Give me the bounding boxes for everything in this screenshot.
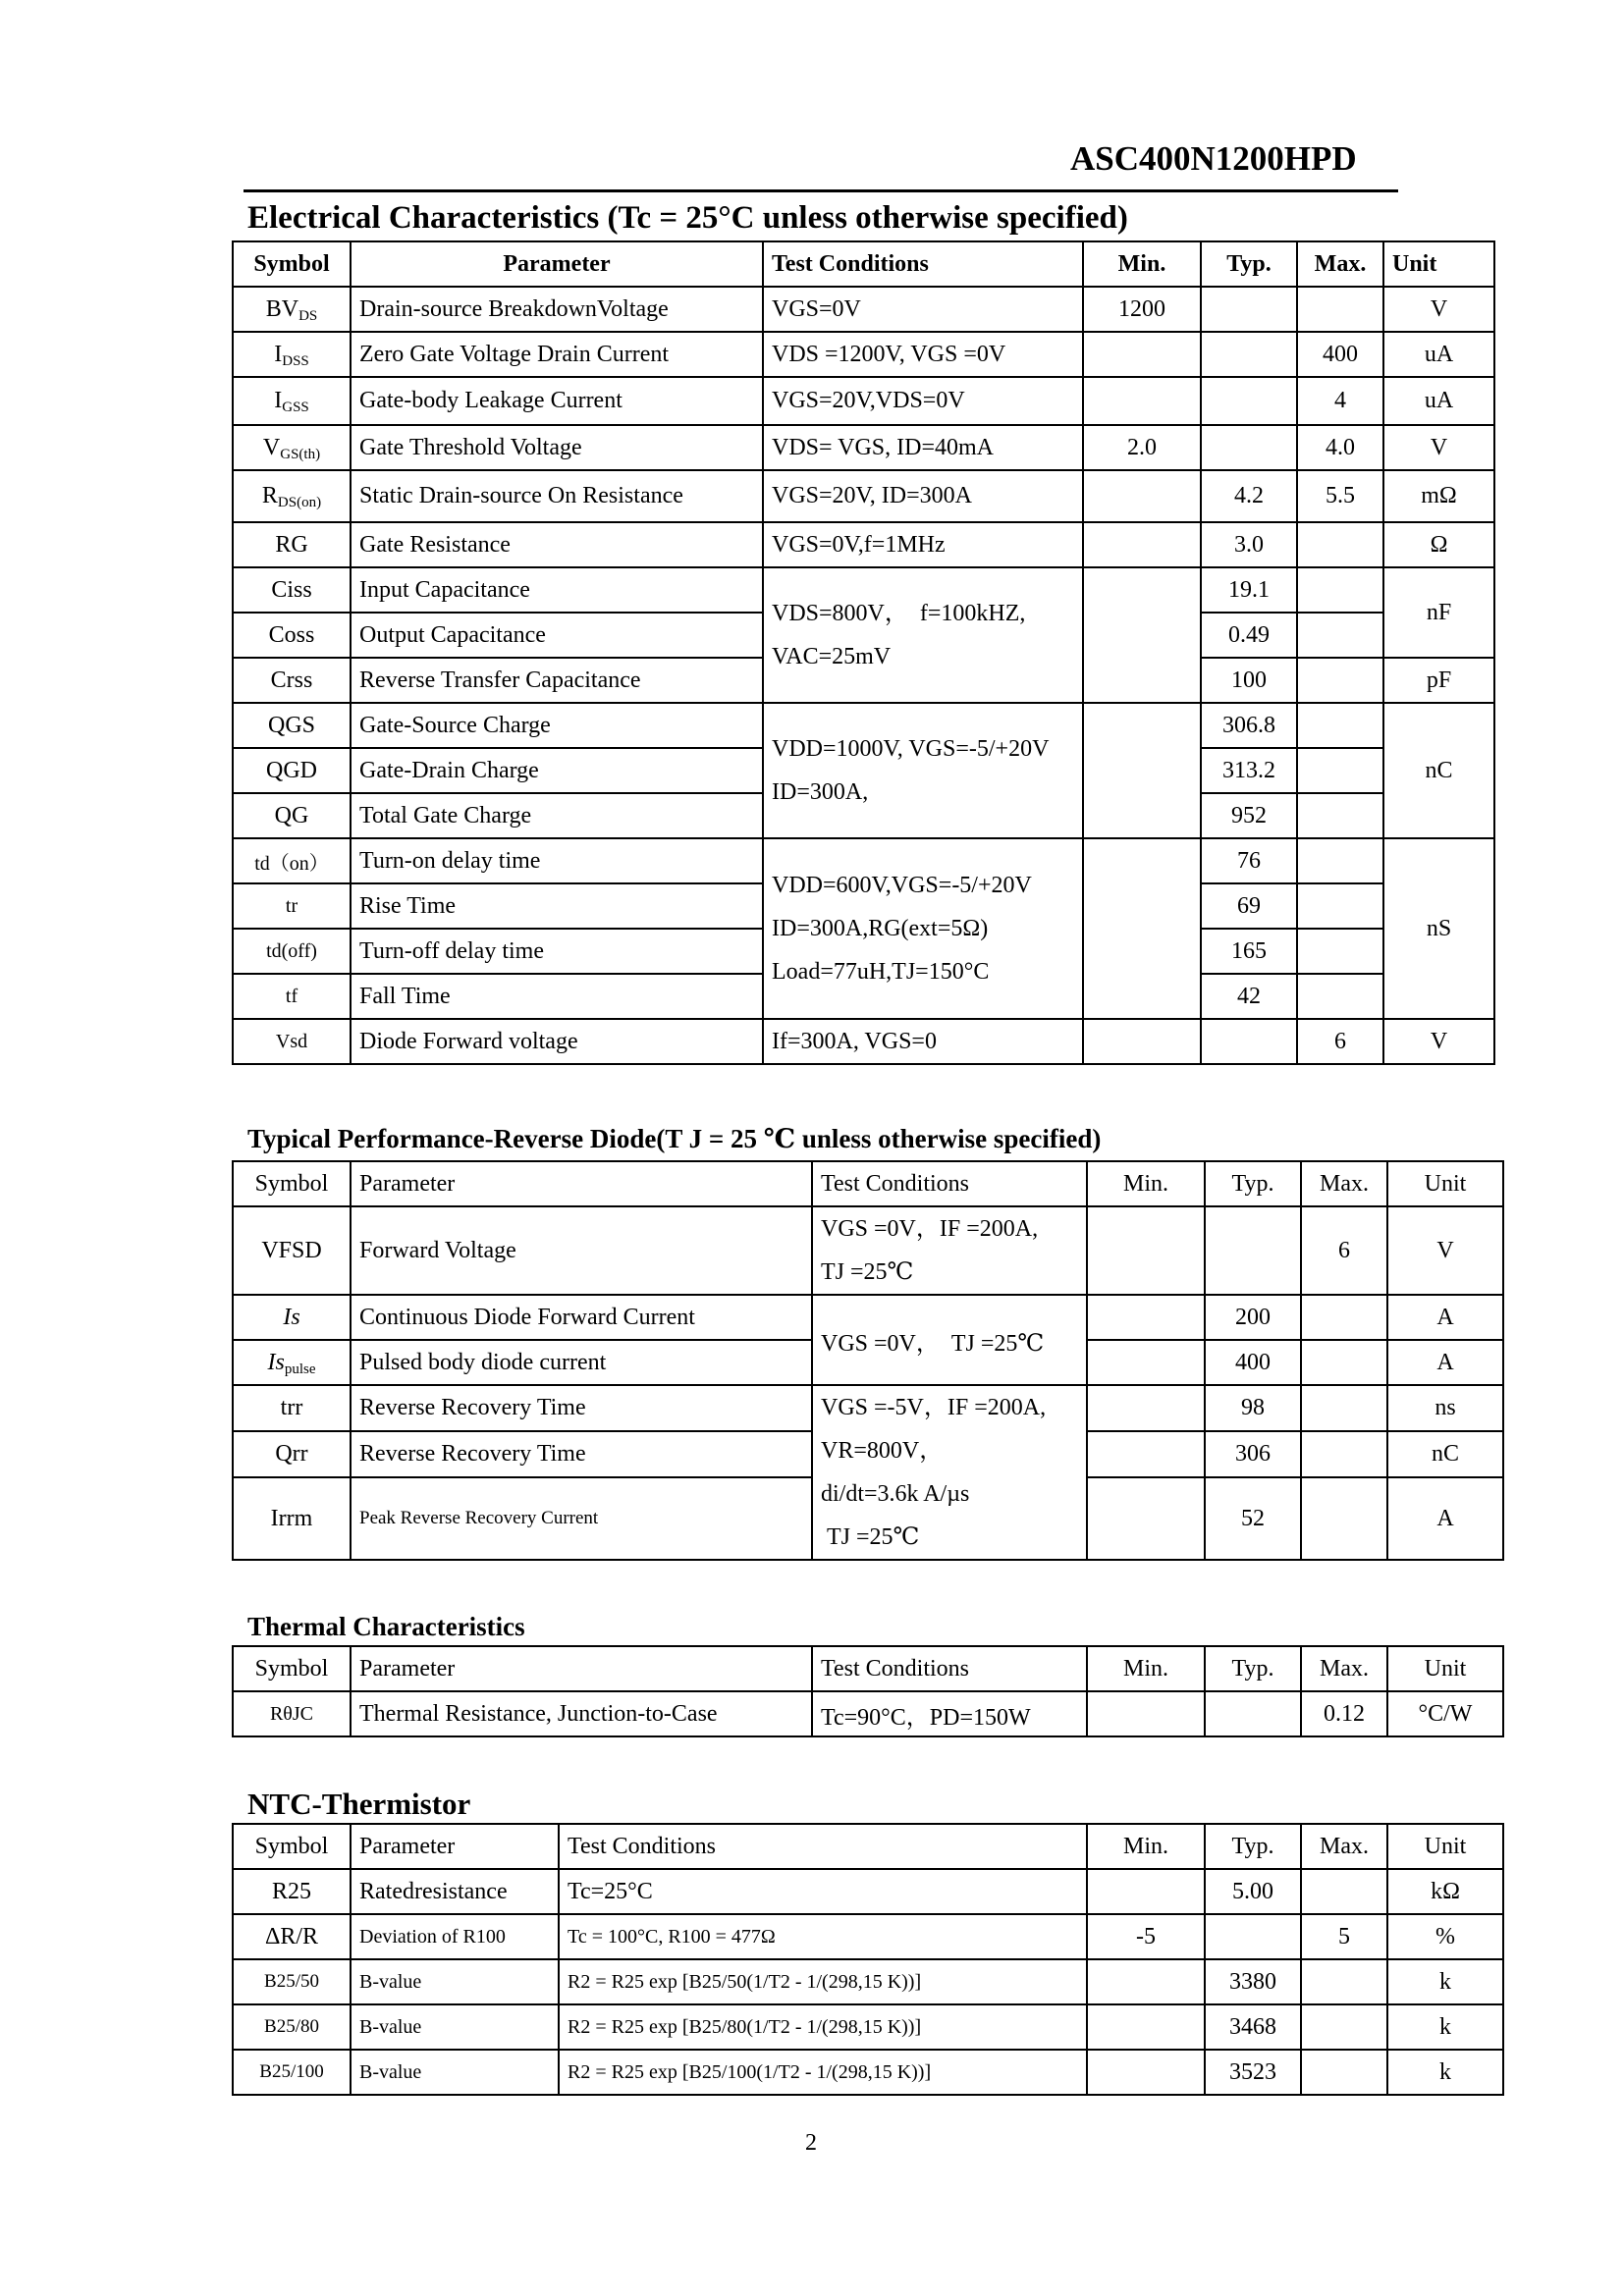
symbol-cell: Crss xyxy=(233,658,351,703)
parameter-cell: Zero Gate Voltage Drain Current xyxy=(351,332,763,377)
typ-cell: 165 xyxy=(1201,929,1297,974)
header-cell: Min. xyxy=(1083,241,1201,287)
thermal-table xyxy=(232,1645,1504,1737)
table-row xyxy=(233,1206,1503,1295)
header-cell: Unit xyxy=(1383,241,1494,287)
typ-cell xyxy=(1201,377,1297,425)
min-cell xyxy=(1087,1477,1205,1560)
unit-cell: nF xyxy=(1383,567,1494,658)
max-cell xyxy=(1297,883,1383,929)
typ-cell: 952 xyxy=(1201,793,1297,838)
symbol-cell: B25/100 xyxy=(233,2050,351,2095)
max-cell xyxy=(1301,1385,1387,1431)
unit-cell: ns xyxy=(1387,1385,1503,1431)
unit-cell: k xyxy=(1387,2050,1503,2095)
header-cell: Min. xyxy=(1087,1161,1205,1206)
max-cell: 400 xyxy=(1297,332,1383,377)
table-row xyxy=(233,522,1494,567)
condition-cell: Tc=90°C，PD=150W xyxy=(812,1691,1087,1736)
parameter-cell: Deviation of R100 xyxy=(351,1914,559,1959)
parameter-cell: Diode Forward voltage xyxy=(351,1019,763,1064)
unit-cell: V xyxy=(1383,287,1494,332)
part-number: ASC400N1200HPD xyxy=(1070,139,1357,178)
header-cell: Min. xyxy=(1087,1824,1205,1869)
typ-cell: 100 xyxy=(1201,658,1297,703)
parameter-cell: Thermal Resistance, Junction-to-Case xyxy=(351,1691,812,1736)
max-cell: 5.5 xyxy=(1297,470,1383,522)
parameter-cell: Drain-source BreakdownVoltage xyxy=(351,287,763,332)
min-cell xyxy=(1083,377,1201,425)
max-cell xyxy=(1297,658,1383,703)
symbol-cell: VFSD xyxy=(233,1206,351,1295)
unit-cell: °C/W xyxy=(1387,1691,1503,1736)
unit-cell: A xyxy=(1387,1340,1503,1385)
table-header-row xyxy=(233,1161,1503,1206)
typ-cell: 3380 xyxy=(1205,1959,1301,2004)
header-cell: Max. xyxy=(1301,1824,1387,1869)
max-cell xyxy=(1301,2050,1387,2095)
table-row xyxy=(233,332,1494,377)
condition-cell: VGS=0V xyxy=(763,287,1083,332)
symbol-cell: B25/50 xyxy=(233,1959,351,2004)
symbol-cell: R25 xyxy=(233,1869,351,1914)
typ-cell xyxy=(1201,1019,1297,1064)
header-cell: Max. xyxy=(1301,1646,1387,1691)
unit-cell: nS xyxy=(1383,838,1494,1019)
table-row xyxy=(233,838,1494,883)
header-cell: Unit xyxy=(1387,1824,1503,1869)
symbol-cell: RθJC xyxy=(233,1691,351,1736)
symbol-cell: Qrr xyxy=(233,1431,351,1477)
parameter-cell: Reverse Recovery Time xyxy=(351,1385,812,1431)
parameter-cell: Turn-on delay time xyxy=(351,838,763,883)
typ-cell: 52 xyxy=(1205,1477,1301,1560)
table-row xyxy=(233,1691,1503,1736)
condition-cell: VGS=20V, ID=300A xyxy=(763,470,1083,522)
table-row xyxy=(233,1385,1503,1431)
max-cell xyxy=(1297,613,1383,658)
unit-cell: k xyxy=(1387,1959,1503,2004)
parameter-cell: Continuous Diode Forward Current xyxy=(351,1295,812,1340)
min-cell xyxy=(1087,1959,1205,2004)
typ-cell xyxy=(1201,332,1297,377)
diode-title: Typical Performance-Reverse Diode(T J = 25 ℃ unless otherwise specified) xyxy=(247,1124,1102,1153)
parameter-cell: Rise Time xyxy=(351,883,763,929)
electrical-table xyxy=(232,240,1495,1065)
parameter-cell: Total Gate Charge xyxy=(351,793,763,838)
symbol-cell: $I_{DSS}$ xyxy=(233,332,351,377)
min-cell xyxy=(1087,1206,1205,1295)
ntc-title: NTC-Thermistor xyxy=(247,1787,471,1821)
header-cell: Parameter xyxy=(351,1646,812,1691)
min-cell xyxy=(1087,1691,1205,1736)
symbol-cell: ΔR/R xyxy=(233,1914,351,1959)
unit-cell: kΩ xyxy=(1387,1869,1503,1914)
typ-cell xyxy=(1201,425,1297,470)
typ-cell: 0.49 xyxy=(1201,613,1297,658)
max-cell xyxy=(1301,2004,1387,2050)
header-cell: Symbol xyxy=(233,1646,351,1691)
condition-cell: R2 = R25 exp [B25/80(1/T2 - 1/(298,15 K))] xyxy=(559,2004,1087,2050)
symbol-cell: $BV_{DS}$ xyxy=(233,287,351,332)
max-cell: 4.0 xyxy=(1297,425,1383,470)
table-row xyxy=(233,470,1494,522)
unit-cell: mΩ xyxy=(1383,470,1494,522)
typ-cell: 3523 xyxy=(1205,2050,1301,2095)
symbol-cell: tf xyxy=(233,974,351,1019)
symbol-cell: td(off) xyxy=(233,929,351,974)
min-cell xyxy=(1083,567,1201,703)
unit-cell: % xyxy=(1387,1914,1503,1959)
typ-cell: 306.8 xyxy=(1201,703,1297,748)
condition-cell: VDS =1200V, VGS =0V xyxy=(763,332,1083,377)
parameter-cell: Reverse Transfer Capacitance xyxy=(351,658,763,703)
parameter-cell: Ratedresistance xyxy=(351,1869,559,1914)
header-cell: Max. xyxy=(1301,1161,1387,1206)
symbol-cell: B25/80 xyxy=(233,2004,351,2050)
typ-cell: 76 xyxy=(1201,838,1297,883)
unit-cell: uA xyxy=(1383,332,1494,377)
header-cell: Typ. xyxy=(1201,241,1297,287)
min-cell xyxy=(1087,1340,1205,1385)
min-cell xyxy=(1087,2004,1205,2050)
table-row xyxy=(233,1295,1503,1340)
header-cell: Min. xyxy=(1087,1646,1205,1691)
symbol-cell: QG xyxy=(233,793,351,838)
table-header-row xyxy=(233,241,1494,287)
typ-cell xyxy=(1205,1914,1301,1959)
parameter-cell: Turn-off delay time xyxy=(351,929,763,974)
typ-cell: 3468 xyxy=(1205,2004,1301,2050)
max-cell xyxy=(1297,974,1383,1019)
parameter-cell: B-value xyxy=(351,1959,559,2004)
min-cell: 2.0 xyxy=(1083,425,1201,470)
condition-cell: VGS =0V， TJ =25℃ xyxy=(812,1295,1087,1385)
min-cell xyxy=(1087,1385,1205,1431)
table-header-row xyxy=(233,1646,1503,1691)
parameter-cell: Input Capacitance xyxy=(351,567,763,613)
typ-cell: 19.1 xyxy=(1201,567,1297,613)
symbol-cell: QGD xyxy=(233,748,351,793)
table-row xyxy=(233,567,1494,613)
unit-cell: V xyxy=(1383,425,1494,470)
diode-table xyxy=(232,1160,1504,1561)
parameter-cell: B-value xyxy=(351,2050,559,2095)
condition-cell: VGS=20V,VDS=0V xyxy=(763,377,1083,425)
header-cell: Typ. xyxy=(1205,1824,1301,1869)
symbol-cell: Coss xyxy=(233,613,351,658)
header-cell: Max. xyxy=(1297,241,1383,287)
parameter-cell: Gate-Source Charge xyxy=(351,703,763,748)
typ-cell: 400 xyxy=(1205,1340,1301,1385)
min-cell xyxy=(1083,332,1201,377)
symbol-cell: $I_{GSS}$ xyxy=(233,377,351,425)
symbol-cell: QGS xyxy=(233,703,351,748)
parameter-cell: Reverse Recovery Time xyxy=(351,1431,812,1477)
condition-cell: R2 = R25 exp [B25/50(1/T2 - 1/(298,15 K))] xyxy=(559,1959,1087,2004)
symbol-cell: Vsd xyxy=(233,1019,351,1064)
symbol-cell: trr xyxy=(233,1385,351,1431)
table-row xyxy=(233,2050,1503,2095)
symbol-cell: $R_{DS(on)}$ xyxy=(233,470,351,522)
symbol-cell: Is xyxy=(233,1295,351,1340)
min-cell xyxy=(1083,522,1201,567)
parameter-cell: Gate-body Leakage Current xyxy=(351,377,763,425)
typ-cell xyxy=(1205,1691,1301,1736)
table-row xyxy=(233,703,1494,748)
parameter-cell: Fall Time xyxy=(351,974,763,1019)
typ-cell: 98 xyxy=(1205,1385,1301,1431)
min-cell xyxy=(1083,470,1201,522)
max-cell xyxy=(1297,522,1383,567)
electrical-title: Electrical Characteristics (Tc = 25°C unless otherwise specified) xyxy=(247,200,1128,236)
typ-cell: 313.2 xyxy=(1201,748,1297,793)
symbol-cell: tr xyxy=(233,883,351,929)
max-cell: 6 xyxy=(1297,1019,1383,1064)
parameter-cell: Peak Reverse Recovery Current xyxy=(351,1477,812,1560)
typ-cell: 3.0 xyxy=(1201,522,1297,567)
condition-cell: R2 = R25 exp [B25/100(1/T2 - 1/(298,15 K))] xyxy=(559,2050,1087,2095)
parameter-cell: Output Capacitance xyxy=(351,613,763,658)
symbol-cell: Ciss xyxy=(233,567,351,613)
max-cell xyxy=(1301,1959,1387,2004)
symbol-cell: RG xyxy=(233,522,351,567)
symbol-cell: $V_{GS(th)}$ xyxy=(233,425,351,470)
header-cell: Test Conditions xyxy=(812,1646,1087,1691)
condition-cell-capacitance: VDS=800V， f=100kHZ, VAC=25mV xyxy=(763,567,1083,703)
max-cell xyxy=(1297,838,1383,883)
parameter-cell: Pulsed body diode current xyxy=(351,1340,812,1385)
unit-cell: V xyxy=(1383,1019,1494,1064)
condition-cell: If=300A, VGS=0 xyxy=(763,1019,1083,1064)
header-rule xyxy=(244,189,1398,192)
max-cell xyxy=(1301,1295,1387,1340)
header-cell: Test Conditions xyxy=(763,241,1083,287)
header-cell: Symbol xyxy=(233,1161,351,1206)
max-cell xyxy=(1297,287,1383,332)
header-cell: Typ. xyxy=(1205,1161,1301,1206)
min-cell: -5 xyxy=(1087,1914,1205,1959)
unit-cell: pF xyxy=(1383,658,1494,703)
table-header-row xyxy=(233,1824,1503,1869)
unit-cell: uA xyxy=(1383,377,1494,425)
typ-cell: 4.2 xyxy=(1201,470,1297,522)
parameter-cell: Gate Threshold Voltage xyxy=(351,425,763,470)
condition-cell: Tc = 100°C, R100 = 477Ω xyxy=(559,1914,1087,1959)
typ-cell: 200 xyxy=(1205,1295,1301,1340)
max-cell: 6 xyxy=(1301,1206,1387,1295)
unit-cell: Ω xyxy=(1383,522,1494,567)
table-row xyxy=(233,1869,1503,1914)
min-cell xyxy=(1083,838,1201,1019)
max-cell xyxy=(1297,793,1383,838)
header-cell: Test Conditions xyxy=(812,1161,1087,1206)
max-cell: 0.12 xyxy=(1301,1691,1387,1736)
max-cell xyxy=(1297,748,1383,793)
table-row xyxy=(233,1914,1503,1959)
unit-cell: A xyxy=(1387,1477,1503,1560)
thermal-title: Thermal Characteristics xyxy=(247,1612,525,1641)
parameter-cell: B-value xyxy=(351,2004,559,2050)
header-cell: Parameter xyxy=(351,1161,812,1206)
header-cell: Parameter xyxy=(351,241,763,287)
typ-cell: 42 xyxy=(1201,974,1297,1019)
condition-cell: Tc=25°C xyxy=(559,1869,1087,1914)
parameter-cell: Forward Voltage xyxy=(351,1206,812,1295)
condition-cell-gate-charge: VDD=1000V, VGS=-5/+20V ID=300A, xyxy=(763,703,1083,838)
table-row xyxy=(233,1019,1494,1064)
min-cell xyxy=(1083,703,1201,838)
parameter-cell: Gate Resistance xyxy=(351,522,763,567)
unit-cell: k xyxy=(1387,2004,1503,2050)
typ-cell: 69 xyxy=(1201,883,1297,929)
header-cell: Test Conditions xyxy=(559,1824,1087,1869)
header-cell: Parameter xyxy=(351,1824,559,1869)
header-cell: Symbol xyxy=(233,241,351,287)
condition-cell-switching: VDD=600V,VGS=-5/+20V ID=300A,RG(ext=5Ω) Load=77uH,TJ=150°C xyxy=(763,838,1083,1019)
min-cell xyxy=(1087,1869,1205,1914)
symbol-cell: td（on） xyxy=(233,838,351,883)
header-cell: Symbol xyxy=(233,1824,351,1869)
min-cell xyxy=(1087,2050,1205,2095)
max-cell xyxy=(1297,567,1383,613)
min-cell xyxy=(1087,1431,1205,1477)
parameter-cell: Gate-Drain Charge xyxy=(351,748,763,793)
max-cell: 5 xyxy=(1301,1914,1387,1959)
max-cell xyxy=(1301,1431,1387,1477)
table-row xyxy=(233,425,1494,470)
header-cell: Unit xyxy=(1387,1161,1503,1206)
condition-cell: VDS= VGS, ID=40mA xyxy=(763,425,1083,470)
min-cell xyxy=(1087,1295,1205,1340)
typ-cell: 5.00 xyxy=(1205,1869,1301,1914)
table-row xyxy=(233,1959,1503,2004)
typ-cell xyxy=(1205,1206,1301,1295)
table-row xyxy=(233,377,1494,425)
symbol-cell: Irrm xyxy=(233,1477,351,1560)
condition-cell: VGS=0V,f=1MHz xyxy=(763,522,1083,567)
unit-cell: nC xyxy=(1383,703,1494,838)
max-cell: 4 xyxy=(1297,377,1383,425)
table-row xyxy=(233,2004,1503,2050)
page-number: 2 xyxy=(805,2130,817,2156)
table-row xyxy=(233,287,1494,332)
typ-cell: 306 xyxy=(1205,1431,1301,1477)
max-cell xyxy=(1301,1340,1387,1385)
max-cell xyxy=(1297,703,1383,748)
parameter-cell: Static Drain-source On Resistance xyxy=(351,470,763,522)
min-cell: 1200 xyxy=(1083,287,1201,332)
ntc-table xyxy=(232,1823,1504,2096)
max-cell xyxy=(1297,929,1383,974)
header-cell: Unit xyxy=(1387,1646,1503,1691)
header-cell: Typ. xyxy=(1205,1646,1301,1691)
max-cell xyxy=(1301,1869,1387,1914)
max-cell xyxy=(1301,1477,1387,1560)
condition-cell: VGS =0V，IF =200A, TJ =25℃ xyxy=(812,1206,1087,1295)
unit-cell: nC xyxy=(1387,1431,1503,1477)
unit-cell: V xyxy=(1387,1206,1503,1295)
unit-cell: A xyxy=(1387,1295,1503,1340)
condition-cell-recovery: VGS =-5V，IF =200A, VR=800V， di/dt=3.6k A/µs TJ =25℃ xyxy=(812,1385,1087,1560)
typ-cell xyxy=(1201,287,1297,332)
symbol-cell: $Is_{pulse}$ xyxy=(233,1340,351,1385)
min-cell xyxy=(1083,1019,1201,1064)
